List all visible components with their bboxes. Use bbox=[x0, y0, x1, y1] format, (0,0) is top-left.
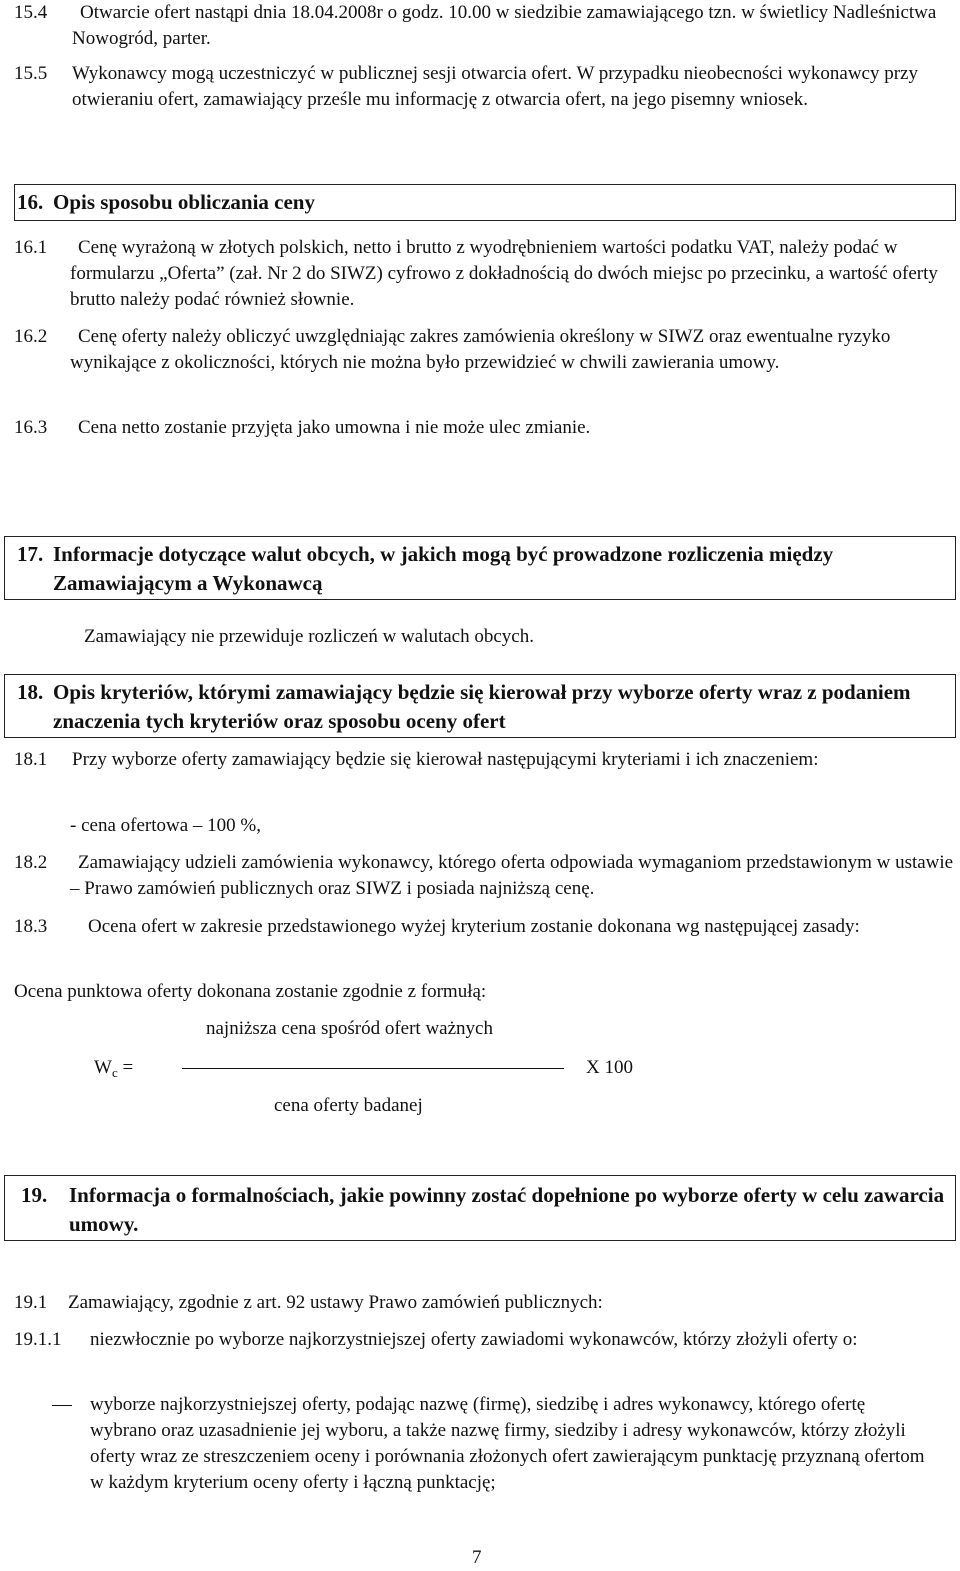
paragraph-17: Zamawiający nie przewiduje rozliczeń w walutach obcych. bbox=[84, 626, 534, 647]
heading-text: Informacje dotyczące walut obcych, w jakich mogą być prowadzone rozliczenia między Zamawiającym a Wykonawcą bbox=[53, 542, 834, 595]
formula-lhs bbox=[94, 1055, 133, 1082]
section-number: 19.1.1 bbox=[14, 1329, 62, 1350]
criterion-item: - cena ofertowa – 100 %, bbox=[70, 815, 261, 836]
heading-number: 16. bbox=[17, 190, 44, 214]
section-text bbox=[72, 0, 952, 52]
formula-lhs-equals: = bbox=[122, 1057, 134, 1078]
formula-multiplier: X 100 bbox=[586, 1057, 633, 1078]
heading-number: 17. bbox=[17, 542, 44, 566]
heading-text: Informacja o formalnościach, jakie powinny zostać dopełnione po wyborze oferty w celu zawarcia umowy. bbox=[69, 1183, 945, 1236]
section-heading-18 bbox=[4, 674, 956, 738]
heading-text: Opis kryteriów, którymi zamawiający będzie się kierował przy wyborze oferty wraz z podaniem znaczenia tych kryteriów oraz sposobu oceny ofert bbox=[53, 680, 911, 733]
section-number: 15.5 bbox=[14, 63, 48, 84]
heading-number: 19. bbox=[21, 1183, 48, 1207]
section-number: 18.1 bbox=[14, 749, 48, 770]
formula-intro: Ocena punktowa oferty dokonana zostanie zgodnie z formułą: bbox=[14, 981, 487, 1002]
heading-text: Opis sposobu obliczania ceny bbox=[53, 190, 315, 214]
section-18-3-text: Ocena ofert w zakresie przedstawionego wyżej kryterium zostanie dokonana wg następującej zasady: bbox=[88, 916, 860, 937]
section-15-4-text: Otwarcie ofert nastąpi dnia 18.04.2008r o godz. 10.00 w siedzibie zamawiającego tzn. w świetlicy Nadleśnictwa Nowogród, parter. bbox=[72, 2, 937, 49]
section-15-5-text: Wykonawcy mogą uczestniczyć w publicznej sesji otwarcia ofert. W przypadku nieobecności wykonawcy przy otwieraniu ofert, zamawiający prześle mu informację z otwarcia ofert, na jego pisemny wniosek. bbox=[72, 63, 918, 110]
section-number: 18.3 bbox=[14, 916, 48, 937]
section-16-1-text: Cenę wyrażoną w złotych polskich, netto i brutto z wyodrębnieniem wartości podatku VAT, należy podać w formularzu „Oferta” (zał. Nr 2 do SIWZ) cyfrowo z dokładnością do dwóch miejsc po przecinku, a wartość oferty brutto należy podać również słownie. bbox=[70, 237, 938, 310]
section-19-1-text: Zamawiający, zgodnie z art. 92 ustawy Prawo zamówień publicznych: bbox=[68, 1292, 603, 1313]
bullet-item: wyborze najkorzystniejszej oferty, podając nazwę (firmę), siedzibę i adres wykonawcy, którego ofertę wybrano oraz uzasadnienie jej wyboru, a także nazwę firmy, siedziby i adresy wykonawców, którzy złożyli oferty wraz ze streszczeniem oceny i porównania złożonych ofert zawierającym punktację przyznaną ofertom w każdym kryterium oceny oferty i łączną punktację; bbox=[90, 1394, 925, 1493]
bullet-dash bbox=[52, 1405, 72, 1406]
formula-denominator: cena oferty badanej bbox=[274, 1095, 423, 1116]
section-number: 15.4 bbox=[14, 2, 48, 23]
section-18-2-text: Zamawiający udzieli zamówienia wykonawcy, którego oferta odpowiada wymaganiom przedstawionym w ustawie – Prawo zamówień publicznych oraz SIWZ i posiada najniższą cenę. bbox=[70, 852, 954, 899]
formula-lhs-subscript: c bbox=[111, 1065, 118, 1080]
heading-number: 18. bbox=[17, 680, 44, 704]
section-number: 18.2 bbox=[14, 852, 48, 873]
section-heading-17 bbox=[4, 536, 956, 600]
fraction-bar bbox=[182, 1068, 564, 1069]
formula-numerator: najniższa cena spośród ofert ważnych bbox=[206, 1018, 493, 1039]
section-18-1-text: Przy wyborze oferty zamawiający będzie się kierował następującymi kryteriami i ich znaczeniem: bbox=[72, 749, 819, 770]
section-16-3-text: Cena netto zostanie przyjęta jako umowna i nie może ulec zmianie. bbox=[78, 417, 591, 438]
section-16-2-text: Cenę oferty należy obliczyć uwzględniając zakres zamówienia określony w SIWZ oraz ewentualne ryzyko wynikające z okoliczności, których nie można było przewidzieć w chwili zawierania umowy. bbox=[70, 326, 891, 373]
section-number: 16.3 bbox=[14, 417, 48, 438]
section-number: 19.1 bbox=[14, 1292, 48, 1313]
section-heading-16 bbox=[14, 184, 956, 221]
page-number: 7 bbox=[472, 1547, 482, 1568]
section-number: 16.2 bbox=[14, 326, 48, 347]
section-heading-19 bbox=[4, 1175, 956, 1241]
formula-lhs-main: W bbox=[94, 1057, 112, 1078]
section-19-1-1-text: niezwłocznie po wyborze najkorzystniejszej oferty zawiadomi wykonawców, którzy złożyli oferty o: bbox=[90, 1329, 858, 1350]
section-number: 16.1 bbox=[14, 237, 48, 258]
